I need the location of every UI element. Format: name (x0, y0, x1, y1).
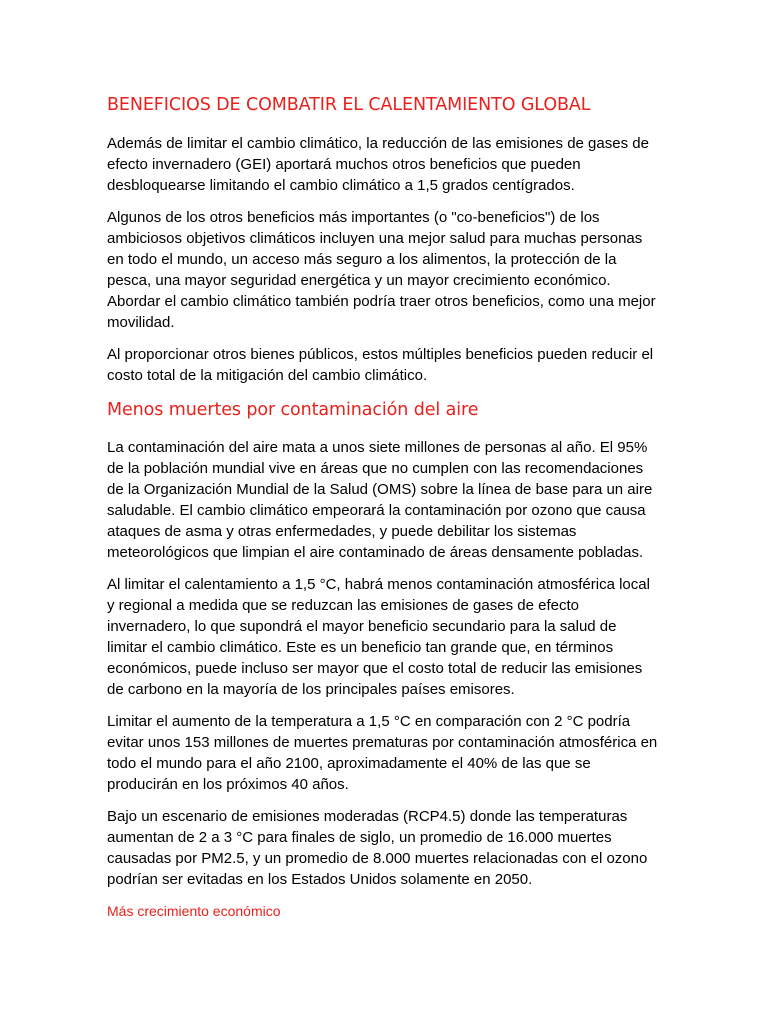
text-line: Al limitar el calentamiento a 1,5 °C, habrá menos contaminación atmosférica local (107, 576, 650, 593)
page-title: BENEFICIOS DE COMBATIR EL CALENTAMIENTO GLOBAL (107, 95, 591, 115)
text-line: ambiciosos objetivos climáticos incluyen una mejor salud para muchas personas (107, 230, 643, 247)
text-line: Algunos de los otros beneficios más importantes (o "co-beneficios") de los (107, 209, 600, 226)
text-line: evitar unos 153 millones de muertes prematuras por contaminación atmosférica en (107, 734, 658, 751)
text-line: causadas por PM2.5, y un promedio de 8.000 muertes relacionadas con el ozono (107, 850, 648, 867)
text-line: Al proporcionar otros bienes públicos, estos múltiples beneficios pueden reducir el (107, 346, 654, 363)
paragraph (107, 806, 662, 890)
paragraph (107, 133, 662, 196)
text-line: Bajo un escenario de emisiones moderadas (RCP4.5) donde las temperaturas (107, 808, 628, 825)
text-line: La contaminación del aire mata a unos siete millones de personas al año. El 95% (107, 439, 648, 456)
text-line: invernadero, lo que supondrá el mayor beneficio secundario para la salud de (107, 618, 617, 635)
paragraph (107, 344, 662, 386)
text-line: aumentan de 2 a 3 °C para finales de siglo, un promedio de 16.000 muertes (107, 829, 612, 846)
text-line: económicos, puede incluso ser mayor que el costo total de reducir las emisiones (107, 660, 643, 677)
text-line: movilidad. (107, 314, 175, 331)
paragraph (107, 711, 662, 795)
text-line: todo el mundo para el año 2100, aproximadamente el 40% de las que se (107, 755, 591, 772)
text-line: Además de limitar el cambio climático, la reducción de las emisiones de gases de (107, 135, 649, 152)
text-line: de carbono en la mayoría de los principales países emisores. (107, 681, 515, 698)
subsection-heading: Más crecimiento económico (107, 903, 281, 919)
text-line: de la Organización Mundial de la Salud (OMS) sobre la línea de base para un aire (107, 481, 653, 498)
paragraph (107, 437, 662, 563)
text-line: efecto invernadero (GEI) aportará muchos otros beneficios que pueden (107, 156, 581, 173)
text-line: podrían ser evitadas en los Estados Unidos solamente en 2050. (107, 871, 533, 888)
paragraph (107, 574, 662, 700)
text-line: costo total de la mitigación del cambio climático. (107, 367, 428, 384)
section-heading: Menos muertes por contaminación del aire (107, 400, 479, 420)
text-line: pesca, una mayor seguridad energética y un mayor crecimiento económico. (107, 272, 611, 289)
text-line: en todo el mundo, un acceso más seguro a los alimentos, la protección de la (107, 251, 617, 268)
paragraph (107, 207, 662, 333)
text-line: y regional a medida que se reduzcan las emisiones de gases de efecto (107, 597, 579, 614)
text-line: limitar el cambio climático. Este es un beneficio tan grande que, en términos (107, 639, 614, 656)
text-line: producirán en los próximos 40 años. (107, 776, 349, 793)
document-body (107, 92, 662, 921)
text-line: de la población mundial vive en áreas que no cumplen con las recomendaciones (107, 460, 644, 477)
text-line: Limitar el aumento de la temperatura a 1,5 °C en comparación con 2 °C podría (107, 713, 631, 730)
text-line: Abordar el cambio climático también podría traer otros beneficios, como una mejor (107, 293, 656, 310)
text-line: ataques de asma y otras enfermedades, y puede debilitar los sistemas (107, 523, 577, 540)
text-line: desbloquearse limitando el cambio climático a 1,5 grados centígrados. (107, 177, 575, 194)
text-line: meteorológicos que limpian el aire contaminado de áreas densamente pobladas. (107, 544, 644, 561)
text-line: saludable. El cambio climático empeorará la contaminación por ozono que causa (107, 502, 646, 519)
